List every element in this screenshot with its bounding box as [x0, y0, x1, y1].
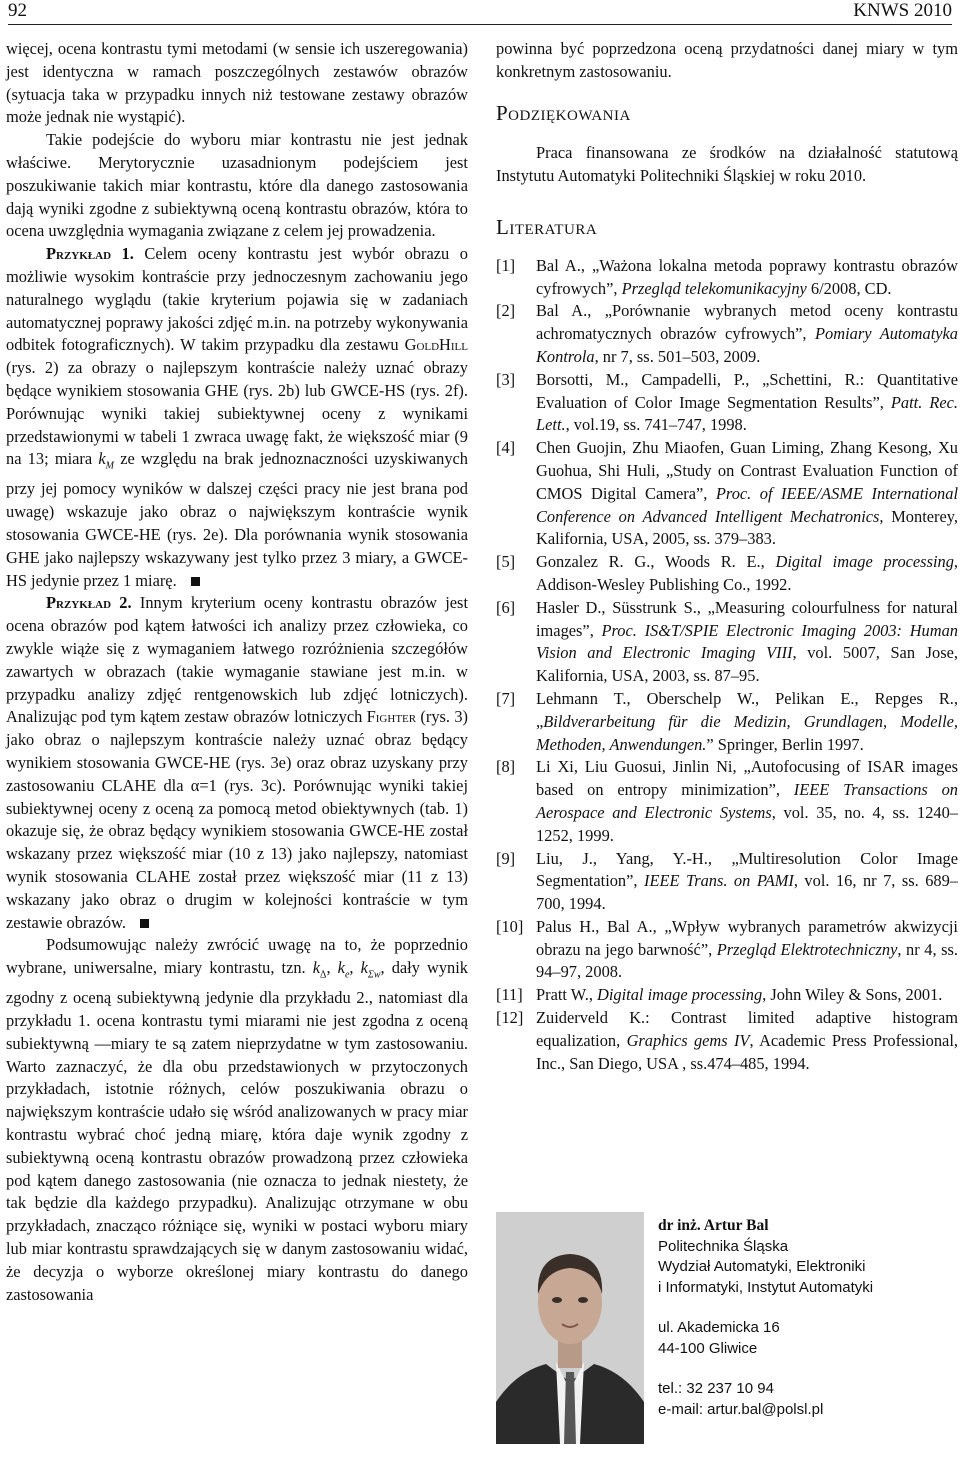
math-symbol: k	[98, 449, 106, 469]
reference-list	[496, 255, 958, 1076]
reference-item: [7] Lehmann T., Oberschelp W., Pelikan E., Repges R., „Bildverarbeitung für die Medizin, Grundlagen, Modelle, Methoden, Anwendungen.” Springer, Berlin 1997.	[496, 688, 958, 754]
reference-item: [11] Pratt W., Digital image processing, John Wiley & Sons, 2001.	[496, 984, 958, 1007]
reference-number: [4]	[496, 438, 516, 458]
author-address: ul. Akademicka 16	[658, 1319, 780, 1336]
reference-number: [6]	[496, 597, 516, 617]
dataset-name: Fighter	[366, 707, 417, 727]
example-1-paragraph: Przykład 1. Celem oceny kontrastu jest wybór obrazu o możliwie wysokim kontraście przy jednoczesnym zachowaniu jego naturalnego wyglądu (takie kryterium pojawia się w zadaniach automatycznej poprawy jakości zdjęć m.in. na potrzeby wykonywania odbitek fotograficznych). W takim przypadku dla zestawu GoldHill (rys. 2) za obrazy o najlepszym kontraście należy uznać obrazy będące wynikiem stosowania GHE (rys. 2b) lub GWCE-HS (rys. 2f). Porównując wyniki takiej subiektywnej oceny z wynikami przedstawionymi w tabeli 1 zwraca uwagę fakt, że większość miar (9 na 13; miara $k_M$ ze względu na brak jednoznaczności uzyskiwanych przy jej pomocy wyników w dalszej części pracy nie jest brana pod uwagę) wskazuje jako obraz o największym kontraście wynik stosowania GWCE-HE (rys. 2e). Dla porównania wynik stosowania GHE jako najlepszy wskazywany jest tylko przez 3 miary, a GWCE-HS jedynie przez 1 miarę.	[6, 244, 468, 590]
acknowledgements-text: Praca finansowana ze środków na działalność statutową Instytutu Automatyki Politechniki Śląskiej w roku 2010.	[496, 143, 958, 186]
reference-number: [11]	[496, 985, 523, 1005]
reference-item: [4] Chen Guojin, Zhu Miaofen, Guan Liming, Zhang Kesong, Xu Guohua, Shi Huli, „Study on Contrast Evaluation Function of CMOS Digital Camera”, Proc. of IEEE/ASME International Conference on Advanced Intelligent Mechatronics, Monterey, Kalifornia, USA, 2005, ss. 379–383.	[496, 438, 958, 549]
author-block	[496, 1212, 958, 1452]
end-of-example-mark	[191, 577, 200, 586]
example-2-paragraph: Przykład 2. Innym kryterium oceny kontrastu obrazów jest ocena obrazów pod kątem łatwości ich analizy przez człowieka, co zwykle wiąże się z wymaganiem łatwego rozróżnienia szczegółów zawartych w obrazach (takie wymaganie stawiane jest m.in. w przypadku analizy zdjęć rentgenowskich lub zdjęć lotniczych). Analizując pod tym kątem zestaw obrazów lotniczych Fighter (rys. 3) jako obraz o najlepszym kontraście należy uznać obraz będący wynikiem stosowania GWCE-HE (rys. 3e) oraz obraz uzyskany przy zastosowaniu CLAHE dla α=1 (rys. 3c). Porównując wyniki takiej subiektywnej oceny z oceną za pomocą metod obiektywnych (tab. 1) okazuje się, że obraz będący wynikiem stosowania GWCE-HE został wskazany przez większość miar (10 z 13) jako najlepszy, natomiast wynik stosowania CLAHE został przez większość miar (11 z 13) wskazany jako obraz o drugim w kolejności kontraście w tym zestawie obrazów.	[6, 593, 468, 932]
math-symbol: k	[337, 958, 345, 978]
author-affiliation: Politechnika Śląska	[658, 1237, 789, 1255]
journal-name: KNWS 2010	[853, 0, 952, 21]
page-header	[8, 0, 952, 25]
reference-number: [5]	[496, 552, 516, 572]
author-info	[658, 1216, 958, 1420]
reference-item: [10] Palus H., Bal A., „Wpływ wybranych parametrów akwizycji obrazu na jego barwność”, Przegląd Elektrotechniczny, nr 4, ss. 94–97, 2008.	[496, 916, 958, 982]
reference-item: [9] Liu, J., Yang, Y.-H., „Multiresolution Color Image Segmentation”, IEEE Trans. on PAMI, vol. 16, nr 7, ss. 689–700, 1994.	[496, 848, 959, 914]
reference-item: [1] Bal A., „Ważona lokalna metoda poprawy kontrastu obrazów cyfrowych”, Przegląd telekomunikacyjny 6/2008, CD.	[496, 255, 958, 298]
reference-item: [3] Borsotti, M., Campadelli, P., „Schettini, R.: Quantitative Evaluation of Color Image Segmentation Results”, Patt. Rec. Lett., vol.19, ss. 741–747, 1998.	[496, 369, 958, 435]
dataset-name: GoldHill	[404, 335, 468, 355]
reference-number: [3]	[496, 369, 516, 389]
reference-item: [6] Hasler D., Süsstrunk S., „Measuring colourfulness for natural images”, Proc. IS&T/SPIE Electronic Imaging 2003: Human Vision and Electronic Imaging VIII, vol. 5007, San Jose, Kalifornia, USA, 2003, ss. 87–95.	[496, 597, 958, 686]
paragraph: więcej, ocena kontrastu tymi metodami (w sensie ich uszeregowania) jest identyczna w ramach poszczególnych zestawów obrazów (sytuacja taka w przypadku innych niż testowane zestawy obrazów może jednak nie wystąpić).	[6, 39, 468, 127]
paragraph: powinna być poprzedzona oceną przydatności danej miary w tym konkretnym zastosowaniu.	[496, 39, 958, 81]
reference-item: [12] Zuiderveld K.: Contrast limited adaptive histogram equalization, Graphics gems IV, Academic Press Professional, Inc., San Diego, USA , ss.474–485, 1994.	[496, 1008, 958, 1073]
end-of-example-mark	[140, 919, 149, 928]
left-column	[6, 38, 468, 1306]
reference-item: [8] Li Xi, Liu Guosui, Jinlin Ni, „Autofocusing of ISAR images based on entropy minimization”, IEEE Transactions on Aerospace and Electronic Systems, vol. 35, no. 4, ss. 1240–1252, 1999.	[496, 757, 958, 845]
author-address: 44-100 Gliwice	[658, 1339, 758, 1357]
author-email: e-mail: artur.bal@polsl.pl	[658, 1400, 824, 1418]
math-symbol: k	[360, 958, 368, 978]
reference-number: [2]	[496, 301, 516, 321]
reference-number: [8]	[496, 757, 516, 777]
example-1-label: Przykład 1.	[46, 244, 134, 264]
reference-item: [5] Gonzalez R. G., Woods R. E., Digital image processing, Addison-Wesley Publishing Co., 1992.	[496, 552, 958, 594]
summary-paragraph: Podsumowując należy zwrócić uwagę na to, że poprzednio wybrane, uniwersalne, miary kontrastu, tzn. $k_\Delta$, $k_e$, $k_{\Sigma w}$, dały wynik zgodny z oceną subiektywną jedynie dla przykładu 2., natomiast dla przykładu 1. ocena kontrastu tymi miarami nie jest zgodna z oceną subiektywną —miary te są zatem nieprzydatne w tym zastosowaniu. Warto zaznaczyć, że dla obu przedstawionych w przytoczonych przykładach, istotnie różnych, celów poszukiwania obrazu o największym kontraście udało się wśród analizowanych w pracy miar kontrastu wybrać choć jedną miarę, która daje wynik zgodny z subiektywną oceną kontrastu obrazów prowadzoną przez człowieka pod kątem danego zastosowania (nie oznacza to jednak niestety, że tak będzie dla każdego przypadku). Analizując otrzymane w obu przykładach, znacząco różniące się, wyniki w postaci wyboru miary lub miar kontrastu sprawdzających się w danym zastosowaniu widać, że decyzja o wyborze określonej miary kontrastu do danego zastosowania	[6, 935, 468, 1304]
example-2-label: Przykład 2.	[46, 593, 132, 613]
reference-number: [10]	[496, 916, 524, 936]
paragraph: Takie podejście do wyboru miar kontrastu nie jest jednak właściwe. Merytorycznie uzasadnionym podejściem jest poszukiwanie takich miar kontrastu, które dla danego zastosowania dają wyniki zgodne z subiektywną oceną kontrastu obrazów, która to ocena uwzględnia wymagania związane z celem jej prowadzenia.	[6, 130, 468, 241]
author-name: dr inż. Artur Bal	[658, 1217, 769, 1234]
right-column	[496, 38, 958, 1075]
author-photo	[496, 1212, 644, 1444]
reference-item: [2] Bal A., „Porównanie wybranych metod oceny kontrastu achromatycznych obrazów cyfrowych”, Pomiary Automatyka Kontrola, nr 7, ss. 501–503, 2009.	[496, 301, 958, 366]
page-number: 92	[8, 0, 27, 21]
reference-number: [12]	[496, 1008, 524, 1028]
acknowledgements-heading: Podziękowania	[496, 100, 631, 125]
author-phone: tel.: 32 237 10 94	[658, 1380, 774, 1397]
references-heading: Literatura	[496, 214, 598, 239]
author-affiliation: i Informatyki, Instytut Automatyki	[658, 1278, 874, 1296]
math-symbol: k	[312, 958, 321, 978]
reference-number: [1]	[496, 255, 516, 275]
author-affiliation: Wydział Automatyki, Elektroniki	[658, 1258, 866, 1275]
reference-number: [9]	[496, 848, 516, 868]
reference-number: [7]	[496, 688, 516, 708]
